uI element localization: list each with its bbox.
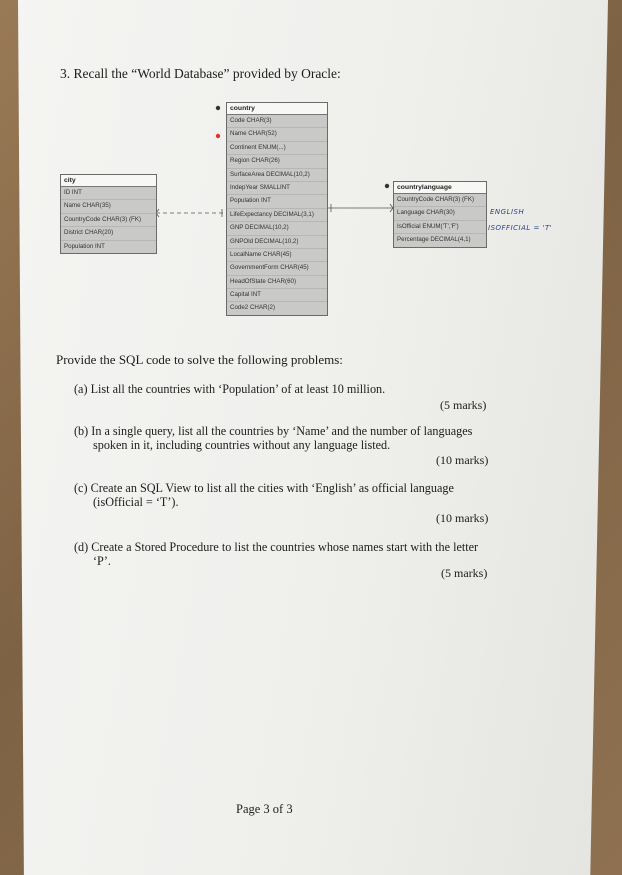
part-marks: (10 marks) <box>436 453 489 467</box>
erd-column: SurfaceArea DECIMAL(10,2) <box>227 169 327 182</box>
erd-column: Code2 CHAR(2) <box>230 304 276 312</box>
erd-column: IndepYear SMALLINT <box>227 182 327 195</box>
erd-column: HeadOfState CHAR(60) <box>227 276 327 289</box>
part-marks: (10 marks) <box>436 511 489 525</box>
erd-column: Region CHAR(26) <box>227 155 327 168</box>
part-text: List all the countries with ‘Population’ of at least 10 million. <box>90 382 386 396</box>
country-key-icon <box>216 134 220 138</box>
erd-column: CountryCode CHAR(3) (FK) <box>61 214 156 227</box>
part-label: (b) <box>74 424 89 438</box>
erd-column: Percentage DECIMAL(4,1) <box>397 236 471 244</box>
erd-table-title: country <box>227 103 327 115</box>
question-title: Recall the “World Database” provided by Oracle: <box>73 66 341 81</box>
erd-column: Continent ENUM(...) <box>227 142 327 155</box>
question-part-b <box>74 424 472 452</box>
part-label: (a) <box>74 382 88 396</box>
erd-column: Name CHAR(52) <box>227 128 327 141</box>
erd-column: ID INT <box>61 187 156 200</box>
part-text: (isOfficial = ‘T’). <box>93 495 179 509</box>
instructions: Provide the SQL code to solve the following problems: <box>56 352 343 367</box>
erd-table-title: city <box>61 175 156 187</box>
erd-column: GNPOld DECIMAL(10,2) <box>227 236 327 249</box>
country-bullet-icon <box>216 106 220 110</box>
erd-table-country <box>226 102 328 316</box>
part-marks: (5 marks) <box>440 398 487 412</box>
part-text: Create an SQL View to list all the cities with ‘English’ as official language <box>90 481 454 495</box>
part-text: In a single query, list all the countries by ‘Name’ and the number of languages <box>91 424 473 438</box>
erd-column: Capital INT <box>227 289 327 302</box>
handwritten-note: ENGLISH <box>490 208 525 216</box>
erd-table-title: countrylanguage <box>394 182 486 194</box>
erd-column: GovernmentForm CHAR(45) <box>227 262 327 275</box>
erd-column: District CHAR(20) <box>61 227 156 240</box>
question-number: 3. <box>60 66 71 81</box>
erd-column: Name CHAR(35) <box>61 200 156 213</box>
erd-column: Language CHAR(30) <box>394 207 486 220</box>
handwritten-note: ISOFFICIAL = 'T' <box>488 224 553 232</box>
part-label: (d) <box>74 540 89 554</box>
erd-column: LocalName CHAR(45) <box>227 249 327 262</box>
erd-column: IsOfficial ENUM('T','F') <box>394 221 486 234</box>
part-marks: (5 marks) <box>441 566 488 580</box>
erd-table-countrylanguage <box>393 181 487 248</box>
erd-table-city <box>60 174 157 254</box>
page-number: Page 3 of 3 <box>236 802 293 816</box>
countrylanguage-bullet-icon <box>385 184 389 188</box>
question-part-c <box>74 481 454 509</box>
erd-column: Population INT <box>227 195 327 208</box>
part-text: spoken in it, including countries without any language listed. <box>93 438 391 452</box>
erd-column: Population INT <box>64 242 105 250</box>
erd-column: Code CHAR(3) <box>227 115 327 128</box>
part-text: ‘P’. <box>93 554 111 568</box>
part-text: Create a Stored Procedure to list the countries whose names start with the letter <box>91 540 479 554</box>
question-part-a <box>74 382 385 396</box>
erd-column: LifeExpectancy DECIMAL(3,1) <box>227 209 327 222</box>
erd-column: CountryCode CHAR(3) (FK) <box>394 194 486 207</box>
erd-column: GNP DECIMAL(10,2) <box>227 222 327 235</box>
question-part-d <box>74 540 478 568</box>
part-label: (c) <box>74 481 88 495</box>
